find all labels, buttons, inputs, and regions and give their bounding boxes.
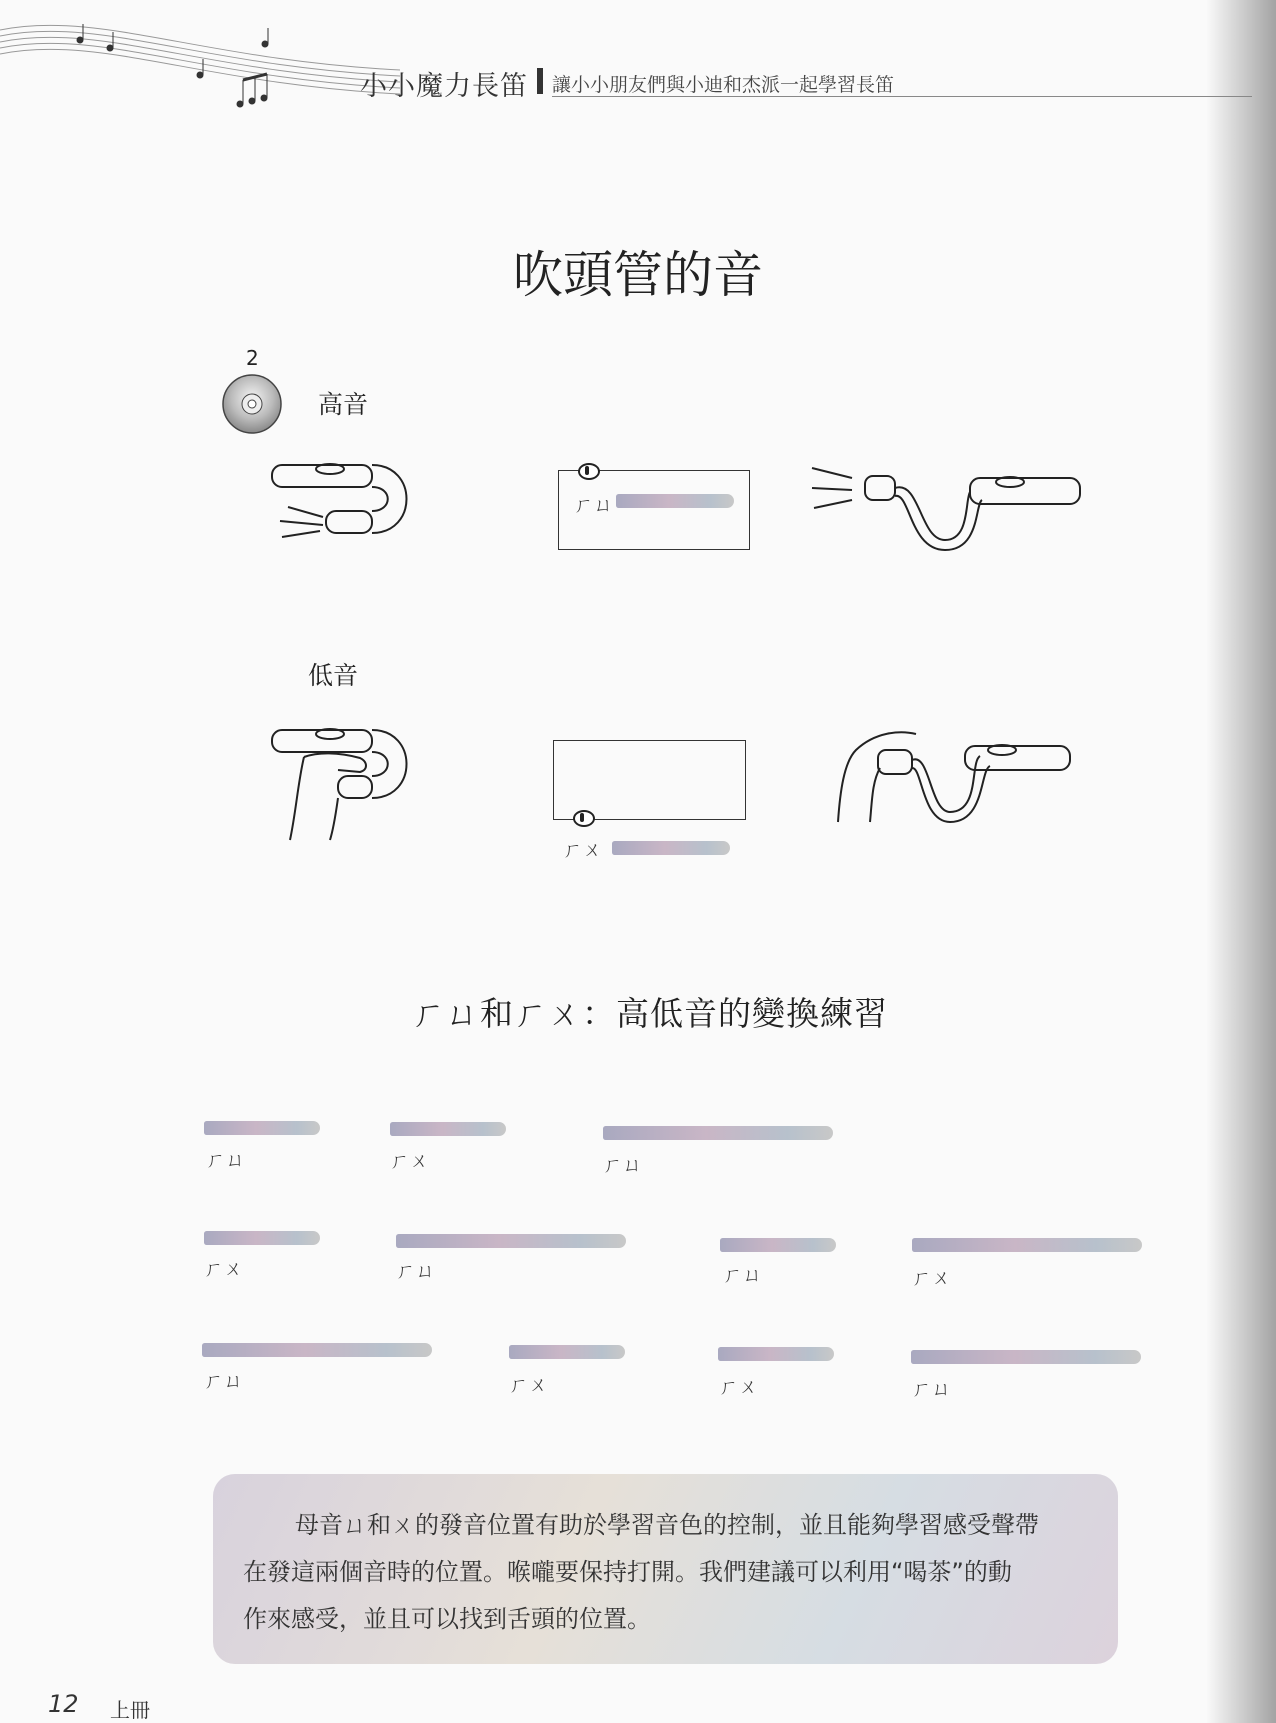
cd-icon [220,372,284,436]
headjoint-open-icon [268,455,418,550]
page-title: 吹頭管的音 [513,246,763,304]
tone-bar [720,1238,836,1252]
tone-bar [612,841,730,855]
headjoint-blowing-icon [810,460,1085,560]
info-line: 在發這兩個音時的位置。喉嚨要保持打開。我們建議可以利用“喝茶”的動 [243,1558,1012,1586]
tone-bar [390,1122,506,1136]
whole-note-icon [578,463,600,480]
tone-bar [718,1347,834,1361]
practice-syllable: ㄏㄨ [390,1150,431,1172]
headjoint-hand-covered-icon [830,722,1075,827]
info-text [243,1502,1103,1643]
practice-syllable: ㄏㄩ [204,1370,245,1392]
tone-bar [616,494,734,508]
practice-syllable: ㄏㄩ [723,1264,764,1286]
low-syllable: ㄏㄨ [563,839,604,861]
tone-bar [603,1126,833,1140]
practice-syllable: ㄏㄨ [719,1376,760,1398]
book-subtitle: 讓小小朋友們與小迪和杰派一起學習長笛 [552,74,895,96]
page-number: 12 [48,1690,79,1718]
tone-bar [204,1121,320,1135]
practice-syllable: ㄏㄩ [912,1378,953,1400]
low-tone-box [553,740,746,820]
tone-bar [396,1234,626,1248]
tone-bar [912,1238,1142,1252]
practice-syllable: ㄏㄨ [509,1374,550,1396]
info-line: 作來感受，並且可以找到舌頭的位置。 [243,1605,651,1633]
tone-bar [204,1231,320,1245]
high-syllable: ㄏㄩ [574,494,615,516]
practice-syllable: ㄏㄨ [204,1258,245,1280]
practice-section-title: ㄏㄩ和ㄏㄨ：高低音的變換練習 [412,994,888,1033]
headjoint-covered-icon [268,722,428,844]
practice-syllable: ㄏㄩ [603,1154,644,1176]
music-staff-decoration [0,0,420,110]
tone-bar [202,1343,432,1357]
tone-bar [911,1350,1141,1364]
practice-syllable: ㄏㄨ [912,1267,953,1289]
book-title: 小小魔力長笛 [360,71,528,102]
tone-bar [509,1345,625,1359]
header-rule [552,96,1252,97]
volume-label: 上冊 [110,1698,150,1722]
practice-syllable: ㄏㄩ [206,1149,247,1171]
cd-track-number: 2 [246,346,259,370]
header-divider [537,68,543,94]
low-tone-label: 低音 [308,661,359,690]
info-line: 母音ㄩ和ㄨ的發音位置有助於學習音色的控制，並且能夠學習感受聲帶 [295,1511,1039,1539]
whole-note-icon [573,810,595,827]
high-tone-label: 高音 [318,390,369,419]
practice-syllable: ㄏㄩ [396,1260,437,1282]
